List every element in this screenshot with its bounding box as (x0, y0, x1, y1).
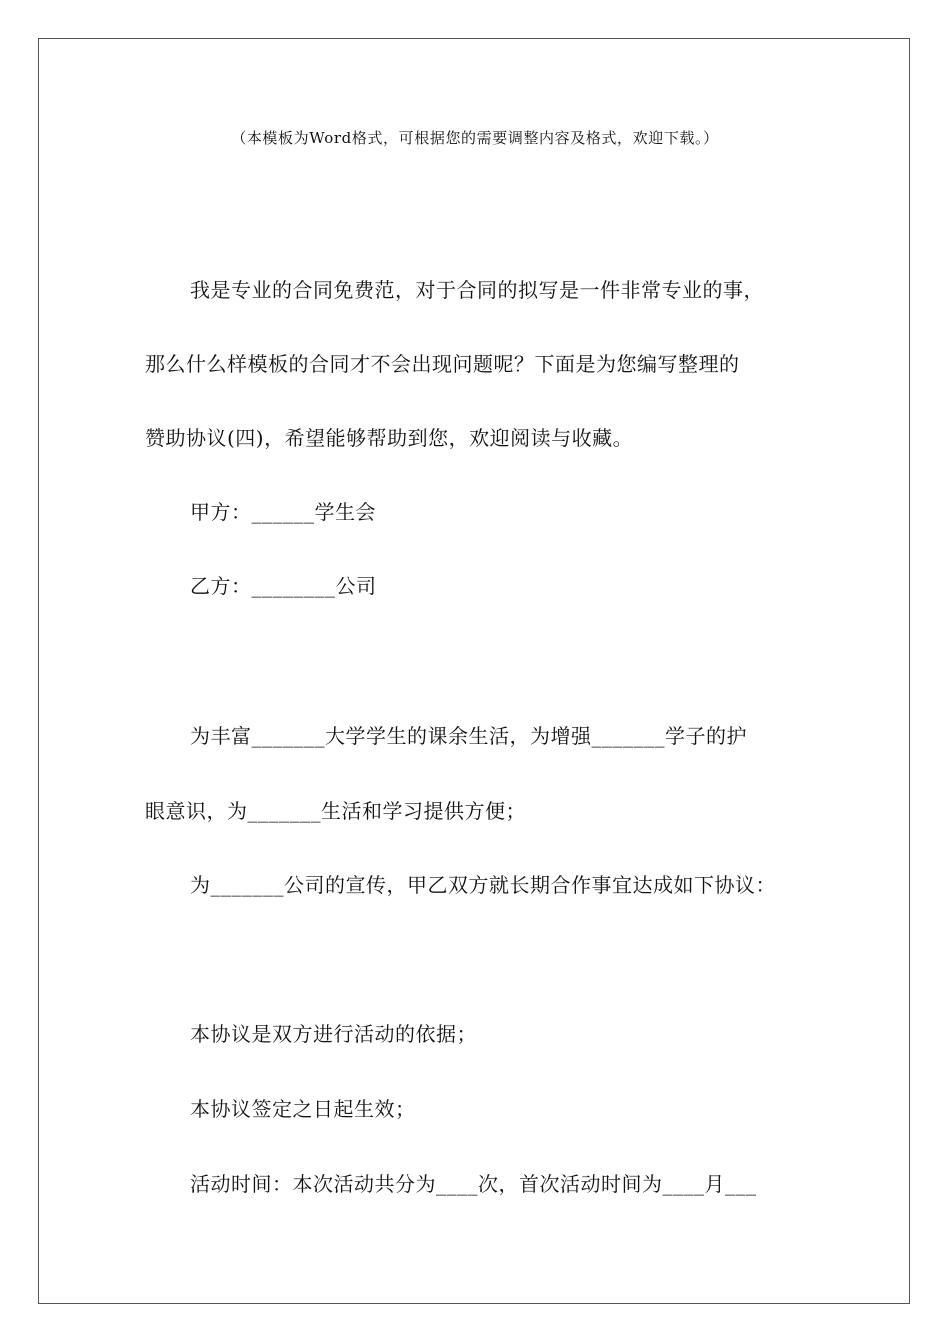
term-basis: 本协议是双方进行活动的依据； (190, 1022, 477, 1046)
template-note: （本模板为Word格式，可根据您的需要调整内容及格式，欢迎下载。） (231, 129, 719, 147)
party-b: 乙方：________公司 (190, 574, 377, 598)
term-effective: 本协议签定之日起生效； (190, 1097, 416, 1121)
intro-line-3: 赞助协议(四)，希望能够帮助到您，欢迎阅读与收藏。 (145, 426, 634, 450)
intro-line-2: 那么什么样模板的合同才不会出现问题呢？下面是为您编写整理的 (145, 352, 740, 376)
party-a: 甲方：______学生会 (190, 500, 376, 524)
purpose-line-2: 眼意识，为_______生活和学习提供方便； (145, 799, 526, 823)
purpose-line-1: 为丰富_______大学学生的课余生活，为增强_______学子的护 (190, 724, 747, 748)
page-frame (38, 38, 910, 1304)
term-activity-time: 活动时间：本次活动共分为____次，首次活动时间为____月___ (190, 1172, 757, 1196)
purpose-line-3: 为_______公司的宣传，甲乙双方就长期合作事宜达成如下协议： (190, 873, 776, 897)
intro-line-1: 我是专业的合同免费范，对于合同的拟写是一件非常专业的事， (190, 278, 764, 302)
